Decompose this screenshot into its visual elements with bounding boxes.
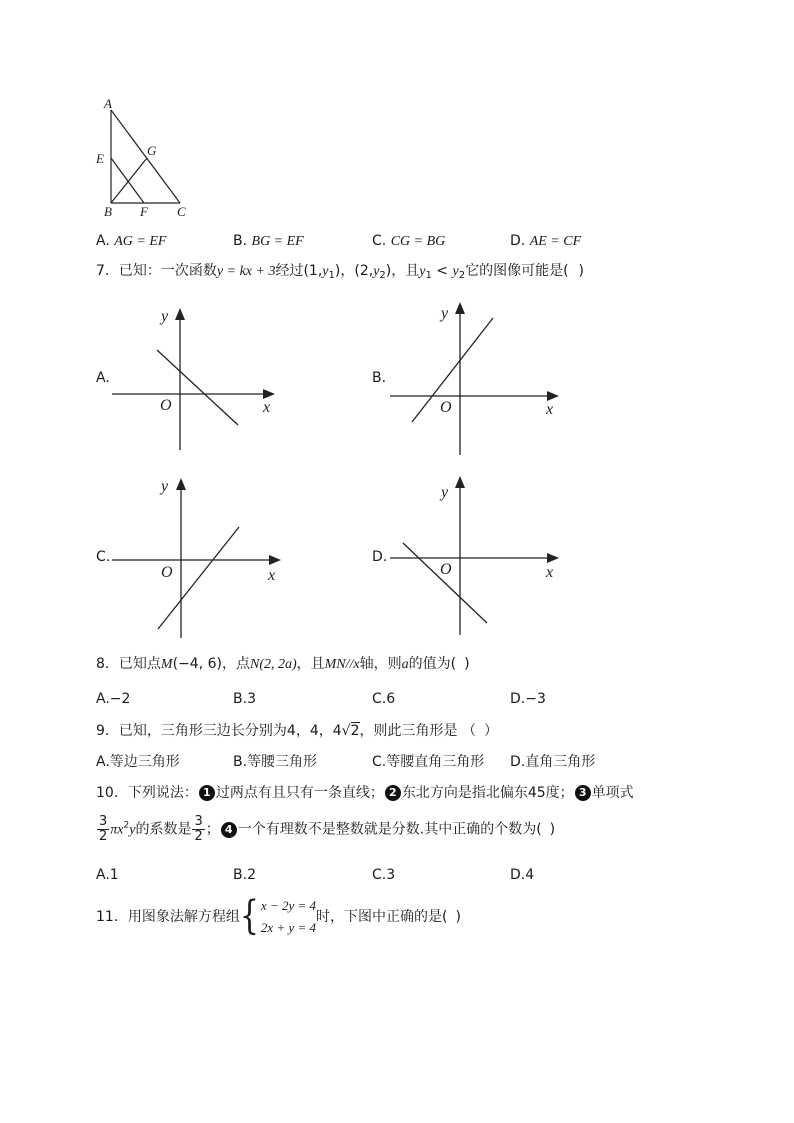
- label-F: F: [140, 204, 148, 219]
- origin-label: O: [440, 561, 452, 578]
- q7-function: y = kx + 3: [216, 264, 276, 279]
- fraction-three-halves: $\frac{3}{2}$: [99, 814, 108, 844]
- circled-number-1: 1: [199, 785, 215, 801]
- y-axis-label: y: [161, 478, 169, 495]
- option-expr: AE = CF: [529, 234, 582, 249]
- system-brace: {: [239, 893, 259, 940]
- question-number: 9．: [96, 723, 119, 739]
- q7-point2: $(2,y_2)$: [354, 263, 392, 281]
- q9-option-d[interactable]: D.直角三角形: [510, 754, 596, 770]
- q7-graph-a-label[interactable]: A.: [96, 370, 110, 386]
- y-axis-label: y: [161, 308, 169, 325]
- function-line: [403, 543, 487, 623]
- q7-point1: $(1,y_1)$: [303, 263, 341, 281]
- label-C: C: [177, 204, 186, 219]
- q9-option-b[interactable]: B.等腰三角形: [233, 754, 318, 770]
- q10-option-a[interactable]: A.1: [96, 867, 119, 883]
- label-B: B: [104, 204, 112, 219]
- origin-label: O: [161, 564, 173, 581]
- option-letter: A.: [96, 233, 110, 249]
- option-expr: CG = BG: [390, 234, 446, 249]
- question-number: 11．: [96, 909, 128, 925]
- option-expr: BG = EF: [251, 234, 304, 249]
- y-axis-label: y: [441, 305, 449, 322]
- q9-option-c[interactable]: C.等腰直角三角形: [372, 754, 485, 770]
- x-axis-arrow: [547, 553, 559, 563]
- equation-system: x − 2y = 4 2x + y = 4: [260, 898, 317, 935]
- q7-text: 经过: [275, 263, 304, 279]
- q10-option-d[interactable]: D.4: [510, 867, 535, 883]
- option-expr: AG = EF: [114, 234, 167, 249]
- q8-stem: 8．已知点M(−4, 6)，点N(2, 2a)，且MN//x轴，则a的值为( ): [96, 656, 470, 672]
- q8-option-c[interactable]: C.6: [372, 691, 396, 707]
- circled-number-4: 4: [221, 822, 237, 838]
- q8-option-d[interactable]: D.−3: [510, 691, 546, 707]
- x-axis-label: x: [546, 564, 554, 581]
- q9-stem: 9．已知，三角形三边长分别为4，4，4√2，则此三角形是 （ ）: [96, 723, 498, 739]
- q8-option-b[interactable]: B.3: [233, 691, 256, 707]
- q11-stem: 11．用图象法解方程组{ x − 2y = 4 2x + y = 4 时，下图中正确的是( ): [96, 893, 461, 940]
- y-axis-label: y: [441, 484, 449, 501]
- q7-graph-d-label[interactable]: D.: [372, 549, 388, 565]
- fraction-three-halves: $\frac{3}{2}$: [194, 814, 203, 844]
- option-letter: C.: [372, 233, 387, 249]
- circled-number-3: 3: [575, 785, 591, 801]
- q10-option-b[interactable]: B.2: [233, 867, 256, 883]
- q7-condition: $y_1 < y_2$: [419, 263, 466, 281]
- origin-label: O: [440, 399, 452, 416]
- origin-label: O: [160, 397, 172, 414]
- option-letter: B.: [233, 233, 248, 249]
- q8-option-a[interactable]: A.−2: [96, 691, 131, 707]
- circled-number-2: 2: [385, 785, 401, 801]
- q10-stem-line1: 10．下列说法： 1 过两点有且只有一条直线； 2 东北方向是指北偏东45度； 3 单项式: [96, 785, 634, 801]
- x-axis-label: x: [268, 567, 276, 584]
- question-number: 7．: [96, 263, 119, 279]
- q7-graph-c-label[interactable]: C.: [96, 549, 111, 565]
- x-axis-label: x: [546, 401, 554, 418]
- q10-stem-line2: $\frac{3}{2}$ $\pi x^2y$的系数是 $\frac{3}{2}$ ； 4 一个有理数不是整数就是分数.其中正确的个数为( ): [99, 814, 556, 844]
- label-A: A: [104, 96, 112, 111]
- label-E: E: [96, 151, 104, 166]
- q10-option-c[interactable]: C.3: [372, 867, 396, 883]
- question-number: 10．: [96, 785, 128, 801]
- y-axis-arrow: [455, 476, 465, 488]
- q7-text: 已知：一次函数: [118, 263, 217, 279]
- q9-option-a[interactable]: A.等边三角形: [96, 754, 180, 770]
- label-G: G: [147, 143, 157, 158]
- q7-graph-b-label[interactable]: B.: [372, 370, 387, 386]
- q7-stem: 7．已知：一次函数y = kx + 3经过$(1,y_1)$，$(2,y_2)$，且$y_1 < y_2$它的图像可能是( ): [96, 263, 585, 281]
- q9-radical: 4√2: [332, 723, 360, 739]
- option-letter: D.: [510, 233, 526, 249]
- question-number: 8．: [96, 656, 119, 672]
- x-axis-label: x: [263, 399, 271, 416]
